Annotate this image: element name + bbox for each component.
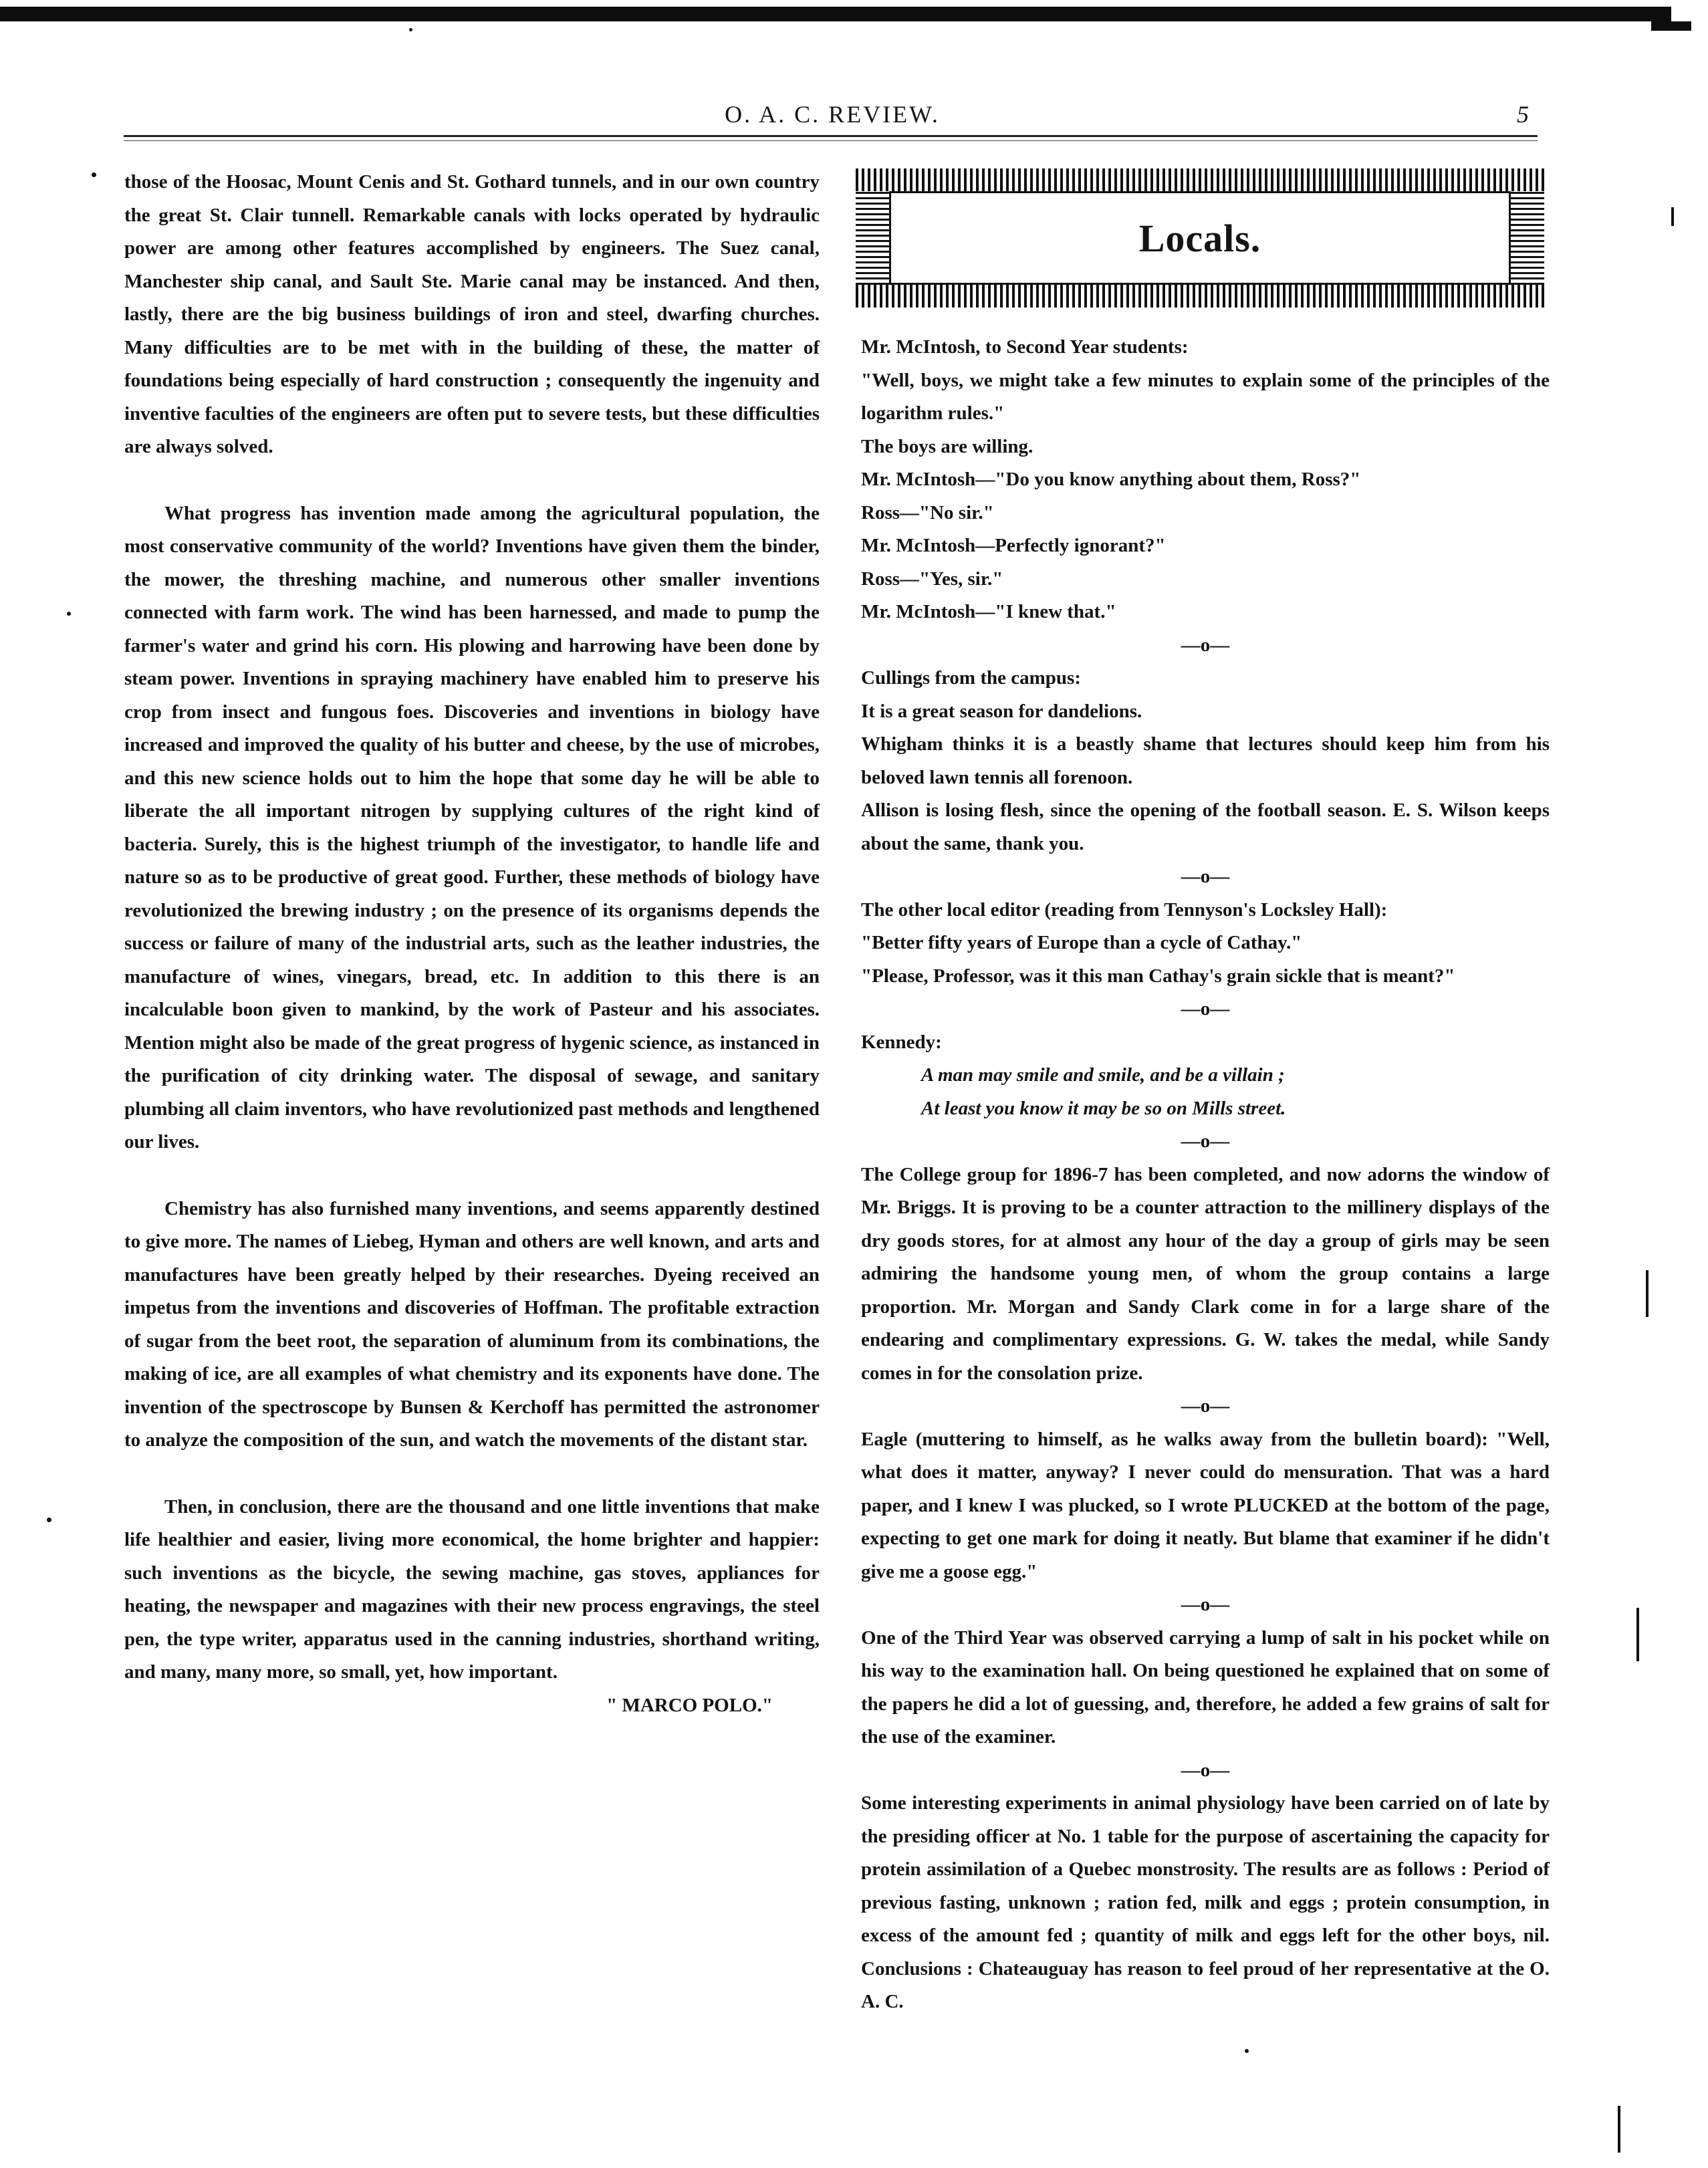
item-line: Ross—"Yes, sir." xyxy=(861,568,1003,590)
section-divider: —o— xyxy=(1181,1395,1230,1417)
item-line: It is a great season for dandelions. xyxy=(861,700,1142,722)
ornamental-border-bottom xyxy=(856,285,1544,308)
local-item-cullings xyxy=(861,662,1550,860)
paragraph-chemistry: Chemistry has also furnished many inventions, and seems apparently destined to give more. The names of Liebeg, Hyman and others are well known, and arts and manufactures have been greatly helped by their researches. Dyeing received an impetus from the inventions and discoveries of Hoffman. The profitable extraction of sugar from the beet root, the separation of aluminum from its combinations, the making of ice, are all examples of what chemistry and its exponents have done. The invention of the spectroscope by Bunsen & Kerchoff has permitted the astronomer to analyze the composition of the sun, and watch the movements of the distant star. xyxy=(124,1197,820,1451)
verse-line: A man may smile and smile, and be a villain ; xyxy=(921,1064,1285,1086)
ornamental-border-right xyxy=(1511,191,1544,285)
locals-heading-panel xyxy=(889,191,1511,285)
section-divider: —o— xyxy=(1181,1130,1230,1152)
local-item-eagle xyxy=(861,1423,1550,1589)
item-line: Mr. McIntosh, to Second Year students: xyxy=(861,336,1189,358)
item-line: "Please, Professor, was it this man Cathay's grain sickle that is meant?" xyxy=(861,965,1455,987)
section-divider: —o— xyxy=(1181,1594,1230,1615)
page-number: 5 xyxy=(1517,101,1531,128)
scan-speck xyxy=(92,172,96,177)
local-item-mcintosh xyxy=(861,331,1550,629)
verse-line: At least you know it may be so on Mills street. xyxy=(921,1097,1286,1119)
item-line: "Better fifty years of Europe than a cycle of Cathay." xyxy=(861,932,1302,953)
margin-mark xyxy=(1671,207,1674,226)
locals-heading: Locals. xyxy=(1138,216,1261,260)
local-item-college-group xyxy=(861,1159,1550,1391)
scan-speck xyxy=(1245,2049,1249,2053)
item-line: The boys are willing. xyxy=(861,435,1033,457)
right-column xyxy=(861,331,1550,2019)
paragraph-tunnels: those of the Hoosac, Mount Cenis and St. Gothard tunnels, and in our own country the great St. Clair tunnell. Remarkable canals with locks operated by hydraulic power are among other features accomplished by engineers. The Suez canal, Manchester ship canal, and Sault Ste. Marie canal may be instanced. And then, lastly, there are the big business buildings of iron and steel, dwarfing churches. Many difficulties are to be met with in the building of these, the matter of foundations being especially of hard construction ; consequently the ingenuity and inventive faculties of the engineers are often put to severe tests, but these difficulties are always solved. xyxy=(124,171,820,457)
page-header xyxy=(127,100,1538,131)
local-item-third-year xyxy=(861,1622,1550,1754)
header-rule-thin xyxy=(124,140,1538,141)
top-border-tail xyxy=(1651,21,1691,31)
item-line: Mr. McIntosh—"I knew that." xyxy=(861,601,1116,622)
margin-mark xyxy=(1618,2106,1620,2153)
ornamental-border-top xyxy=(856,168,1544,191)
item-line: Allison is losing flesh, since the opening of the football season. E. S. Wilson keeps about the same, thank you. xyxy=(861,800,1550,854)
local-item-kennedy xyxy=(861,1026,1550,1126)
scan-speck xyxy=(409,28,412,31)
item-line: Kennedy: xyxy=(861,1031,942,1053)
item-line: Whigham thinks it is a beastly shame that lectures should keep him from his beloved lawn tennis all forenoon. xyxy=(861,733,1550,788)
item-line: Mr. McIntosh—Perfectly ignorant?" xyxy=(861,535,1166,556)
locals-heading-box xyxy=(856,160,1544,308)
section-divider: —o— xyxy=(1181,634,1230,656)
ornamental-border-left xyxy=(856,191,889,285)
item-line: Some interesting experiments in animal physiology have been carried on of late by the presiding officer at No. 1 table for the purpose of ascertaining the capacity for protein assimilation of a Quebec monstrosity. The results are as follows : Period of previous fasting, unknown ; ration fed, milk and eggs ; protein consumption, in excess of the amount fed ; quantity of milk and eggs left for the other boys, nil. Conclusions : Chateauguay has reason to feel proud of her representative at the O. A. C. xyxy=(861,1792,1550,2012)
paragraph-agriculture: What progress has invention made among the agricultural population, the most conservative community of the world? Inventions have given them the binder, the mower, the threshing machine, and numerous other smaller inventions connected with farm work. The wind has been harnessed, and made to pump the farmer's water and grind his corn. His plowing and harrowing have been done by steam power. Inventions in spraying machinery have enabled him to preserve his crop from insect and fungous foes. Discoveries and inventions in biology have increased and improved the quality of his butter and cheese, by the use of microbes, and this new science holds out to him the hope that some day he will be able to liberate the all important nitrogen by supplying cultures of the right kind of bacteria. Surely, this is the highest triumph of the investigator, to handle life and nature so as to be productive of great good. Further, these methods of biology have revolutionized the brewing industry ; on the presence of its organisms depends the success or failure of many of the industrial arts, such as the leather industries, the manufacture of wines, vinegars, bread, etc. In addition to this there is an incalculable boon given to mankind, by the work of Pasteur and his associates. Mention might also be made of the great progress of hygenic science, as instanced in the purification of city drinking water. The disposal of sewage, and sanitary plumbing all claim inventors, who have revolutionized past methods and lengthened our lives. xyxy=(124,502,820,1153)
margin-mark xyxy=(1646,1270,1649,1317)
item-line: Ross—"No sir." xyxy=(861,501,994,523)
section-divider: —o— xyxy=(1181,866,1230,887)
margin-mark xyxy=(1636,1608,1639,1661)
left-column xyxy=(124,166,820,1722)
item-line: The other local editor (reading from Tennyson's Locksley Hall): xyxy=(861,898,1388,921)
item-line: Mr. McIntosh—"Do you know anything about them, Ross?" xyxy=(861,469,1361,490)
item-line: "Well, boys, we might take a few minutes to explain some of the principles of the logarithm rules." xyxy=(861,369,1550,424)
section-divider: —o— xyxy=(1181,1759,1230,1781)
item-line: One of the Third Year was observed carrying a lump of salt in his pocket while on his way to the examination hall. On being questioned he explained that on some of the papers he did a lot of guessing, and, therefore, he added a few grains of salt for the use of the examiner. xyxy=(861,1627,1550,1748)
header-rule xyxy=(124,135,1538,137)
local-item-tennyson xyxy=(861,894,1550,993)
item-line: Eagle (muttering to himself, as he walks away from the bulletin board): "Well, what does it matter, anyway? I never could do mensuration. That was a hard paper, and I knew I was plucked, so I wrote PLUCKED at the bottom of the page, expecting to get one mark for doing it neatly. But blame that examiner if he didn't give me a goose egg." xyxy=(861,1428,1550,1582)
section-divider: —o— xyxy=(1181,998,1230,1019)
local-item-experiments xyxy=(861,1787,1550,2019)
scan-speck xyxy=(47,1518,51,1522)
item-line: Cullings from the campus: xyxy=(861,667,1081,689)
journal-title: O. A. C. REVIEW. xyxy=(725,101,940,128)
article-signature: " MARCO POLO." xyxy=(606,1694,773,1716)
item-line: The College group for 1896-7 has been completed, and now adorns the window of Mr. Briggs. It is proving to be a counter attraction to the millinery displays of the dry goods stores, for at almost any hour of the day a group of girls may be seen admiring the handsome young men, of whom the group contains a large proportion. Mr. Morgan and Sandy Clark come in for a large share of the endearing and complimentary expressions. G. W. takes the medal, while Sandy comes in for the consolation prize. xyxy=(861,1163,1550,1384)
top-border-rule xyxy=(0,7,1671,21)
scan-speck xyxy=(67,612,71,616)
paragraph-conclusion: Then, in conclusion, there are the thousand and one little inventions that make life healthier and easier, living more economical, the home brighter and happier: such inventions as the bicycle, the sewing machine, gas stoves, appliances for heating, the newspaper and magazines with their new process engravings, the steel pen, the type writer, apparatus used in the canning industries, shorthand writing, and many, many more, so small, yet, how important. xyxy=(124,1495,820,1683)
